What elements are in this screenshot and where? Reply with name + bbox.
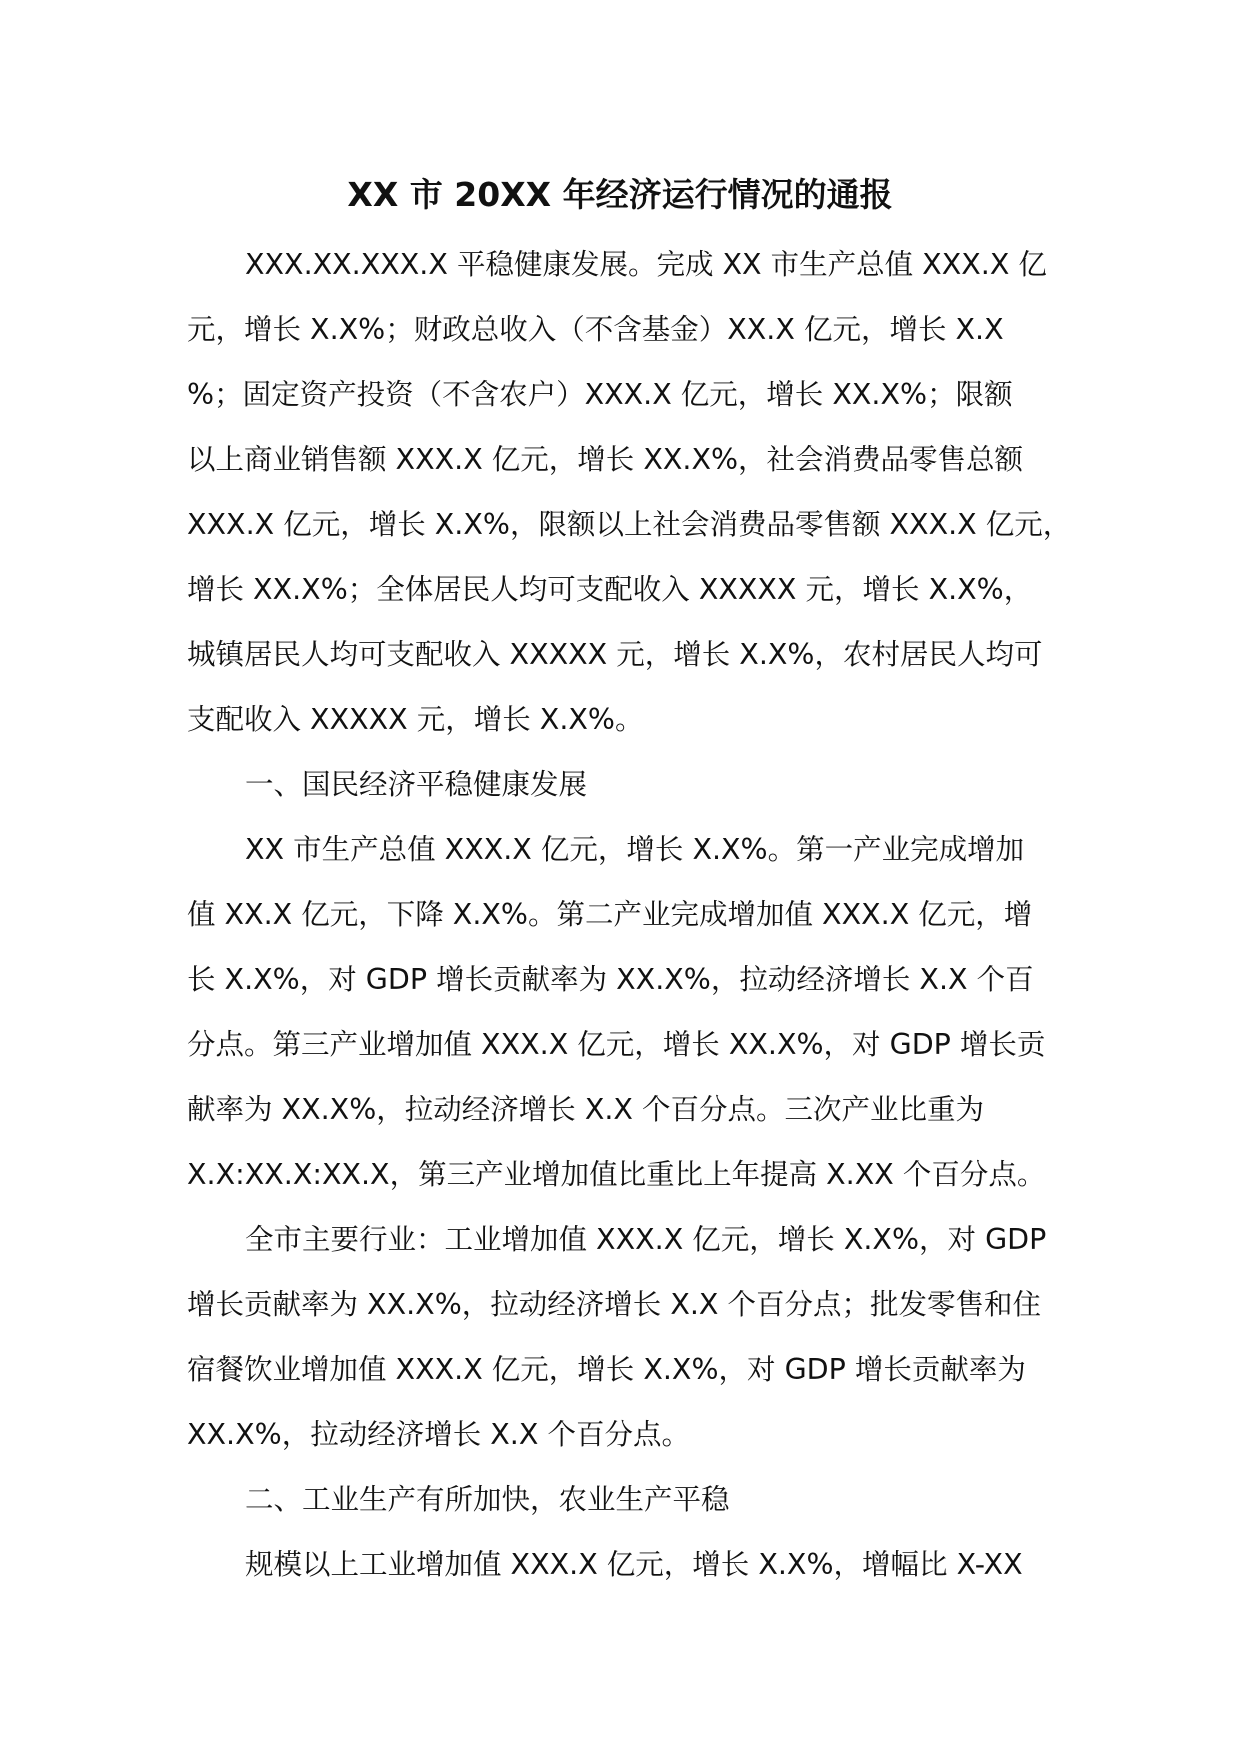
text-line: 规模以上工业增加值 XXX.X 亿元，增长 X.X%，增幅比 X-XX [245,1548,1023,1581]
text-line: 支配收入 XXXXX 元，增长 X.X%。 [187,703,644,736]
text-line: %；固定资产投资（不含农户）XXX.X 亿元，增长 XX.X%；限额 [187,378,1013,411]
section-heading: 一、国民经济平稳健康发展 [245,768,588,801]
text-line: 元，增长 X.X%；财政总收入（不含基金）XX.X 亿元，增长 X.X [187,313,1004,346]
document-body [187,232,1087,1597]
text-line: XXX.X 亿元，增长 X.X%，限额以上社会消费品零售额 XXX.X 亿元， [187,508,1072,541]
text-line: 长 X.X%，对 GDP 增长贡献率为 XX.X%，拉动经济增长 X.X 个百 [187,963,1034,996]
text-line: XX.X%，拉动经济增长 X.X 个百分点。 [187,1418,690,1451]
text-line: 城镇居民人均可支配收入 XXXXX 元，增长 X.X%，农村居民人均可 [187,638,1043,671]
section-heading: 二、工业生产有所加快，农业生产平稳 [245,1483,730,1516]
text-line: 宿餐饮业增加值 XXX.X 亿元，增长 X.X%，对 GDP 增长贡献率为 [187,1353,1026,1386]
text-line: 献率为 XX.X%，拉动经济增长 X.X 个百分点。三次产业比重为 [187,1093,984,1126]
text-line: 分点。第三产业增加值 XXX.X 亿元，增长 XX.X%，对 GDP 增长贡 [187,1028,1046,1061]
text-line: 增长 XX.X%；全体居民人均可支配收入 XXXXX 元，增长 X.X%， [187,573,1033,606]
text-line: X.X:XX.X:XX.X，第三产业增加值比重比上年提高 X.XX 个百分点。 [187,1158,1046,1191]
text-line: XX 市生产总值 XXX.X 亿元，增长 X.X%。第一产业完成增加 [245,833,1025,866]
document-title: XX 市 20XX 年经济运行情况的通报 [347,175,893,214]
text-line: 增长贡献率为 XX.X%，拉动经济增长 X.X 个百分点；批发零售和住 [187,1288,1041,1321]
text-line: XXX.XX.XXX.X 平稳健康发展。完成 XX 市生产总值 XXX.X 亿 [245,248,1047,281]
text-line: 值 XX.X 亿元，下降 X.X%。第二产业完成增加值 XXX.X 亿元，增 [187,898,1033,931]
text-line: 以上商业销售额 XXX.X 亿元，增长 XX.X%，社会消费品零售总额 [187,443,1024,476]
text-line: 全市主要行业：工业增加值 XXX.X 亿元，增长 X.X%，对 GDP [245,1223,1047,1256]
